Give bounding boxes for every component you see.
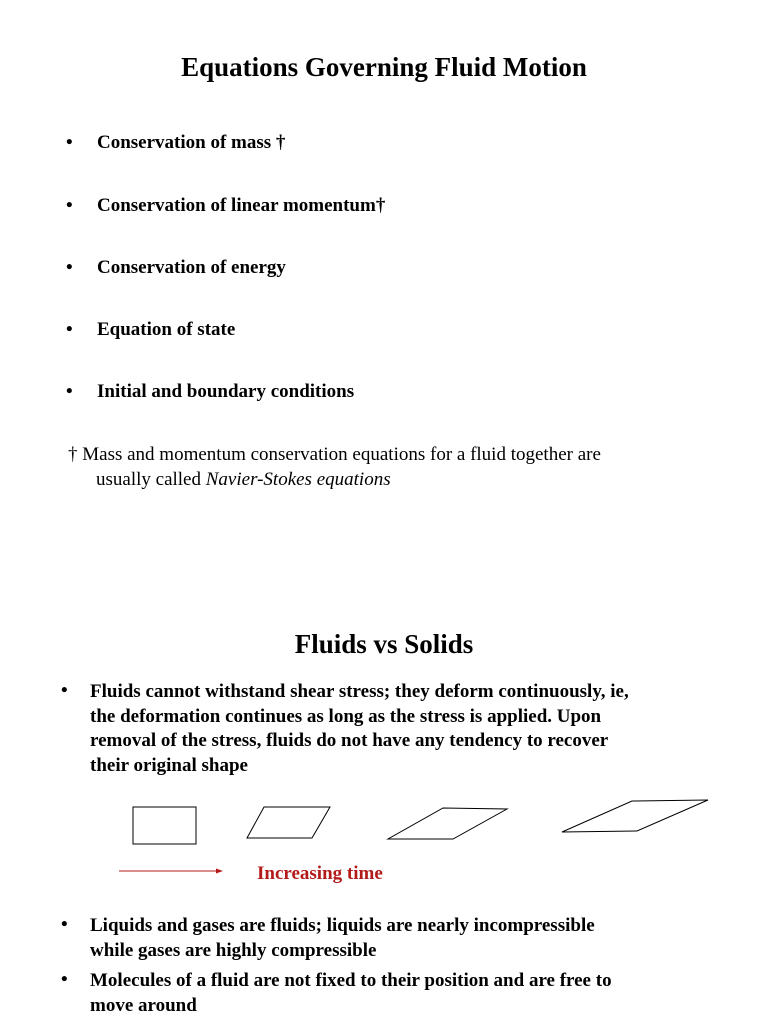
shape-square — [133, 807, 196, 844]
shape-parallelogram-2 — [388, 808, 507, 839]
bullet-dot: • — [66, 319, 73, 340]
time-arrow-head — [216, 869, 223, 874]
bullet-dot: • — [61, 914, 68, 935]
bullet-equation-state: Equation of state — [97, 319, 236, 340]
text-line: Fluids cannot withstand shear stress; they deform continuously, ie, — [90, 681, 629, 702]
bullet-initial-boundary: Initial and boundary conditions — [97, 381, 355, 402]
bullet-conservation-mass: Conservation of mass † — [97, 132, 286, 153]
text-line: their original shape — [90, 754, 248, 776]
bullet-dot: • — [66, 257, 73, 278]
section-title: Fluids vs Solids — [294, 629, 474, 659]
bullet-molecules — [90, 969, 750, 1018]
bullet-dot: • — [66, 195, 73, 216]
footnote-text: usually called — [96, 469, 201, 490]
bullet-dot: • — [66, 381, 73, 402]
bullet-conservation-energy: Conservation of energy — [97, 257, 286, 278]
text-line: Molecules of a fluid are not fixed to their position and are free to — [90, 970, 612, 991]
text-line: Liquids and gases are fluids; liquids are nearly incompressible — [90, 915, 595, 936]
caption-increasing-time: Increasing time — [257, 863, 383, 884]
footnote-italic: Navier-Stokes equations — [205, 469, 391, 490]
bullet-liquids-gases — [90, 914, 750, 963]
bullet-dot: • — [66, 132, 73, 153]
bullet-dot: • — [61, 969, 68, 990]
shape-parallelogram-3 — [562, 800, 708, 832]
text-line: move around — [90, 994, 197, 1016]
text-line: while gases are highly compressible — [90, 939, 377, 961]
bullet-conservation-momentum: Conservation of linear momentum† — [97, 195, 386, 216]
text-line: the deformation continues as long as the stress is applied. Upon — [90, 705, 602, 727]
bullet-dot: • — [61, 680, 68, 701]
text-line: removal of the stress, fluids do not have any tendency to recover — [90, 730, 609, 751]
footnote-line1: † Mass and momentum conservation equations for a fluid together are — [68, 444, 601, 465]
page-title: Equations Governing Fluid Motion — [181, 52, 587, 82]
shape-parallelogram-1 — [247, 807, 330, 838]
